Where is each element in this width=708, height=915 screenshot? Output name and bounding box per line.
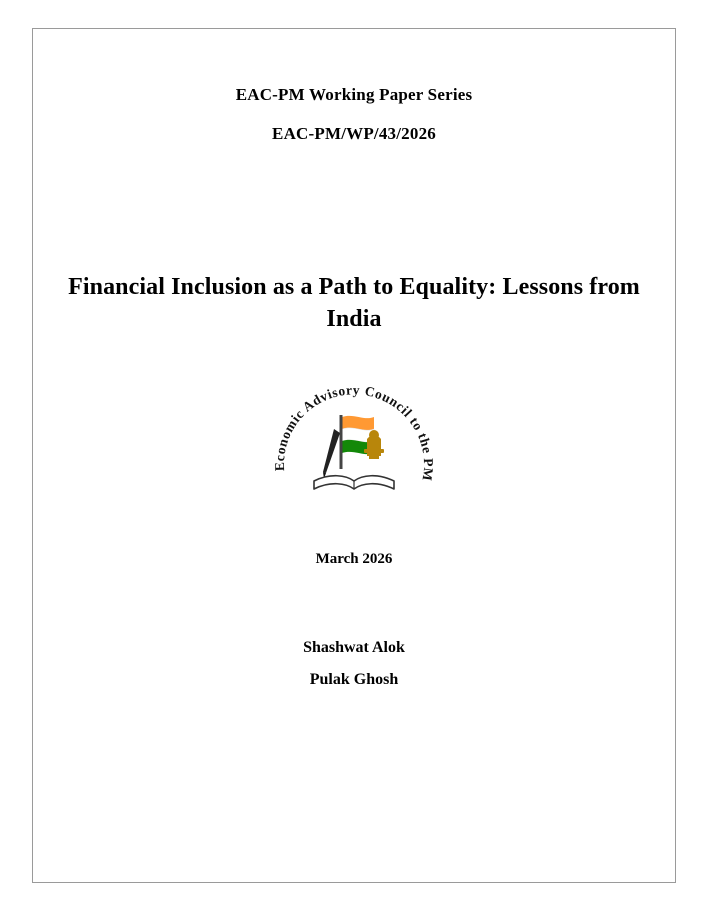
cover-content (33, 29, 675, 882)
eac-pm-logo-icon (268, 377, 440, 529)
svg-text:Economic Advisory Council to t: Economic Advisory Council to the PM (271, 382, 437, 483)
author-name: Shashwat Alok (303, 639, 405, 657)
eac-pm-logo (268, 377, 440, 529)
author-list (33, 640, 675, 688)
working-paper-series-title: EAC-PM Working Paper Series (235, 85, 473, 104)
page-title: Financial Inclusion as a Path to Equality: Lessons from India (68, 274, 640, 332)
publication-date: March 2026 (315, 551, 393, 568)
author-name: Pulak Ghosh (309, 671, 399, 689)
working-paper-series-number: EAC-PM/WP/43/2026 (272, 124, 436, 143)
